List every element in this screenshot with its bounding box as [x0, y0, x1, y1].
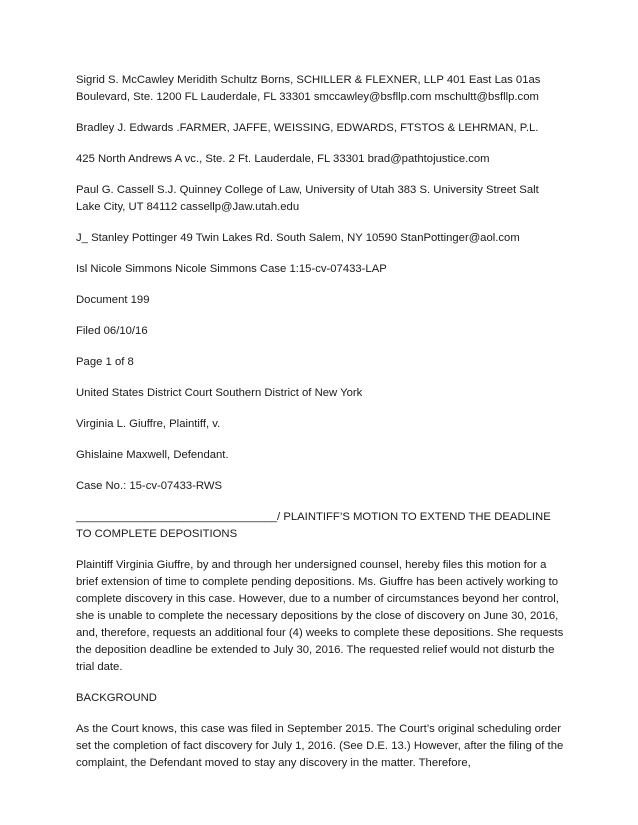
intro-paragraph: Plaintiff Virginia Giuffre, by and through her undersigned counsel, hereby files this motion for a brief extension of time to complete pending depositions. Ms. Giuffre has been actively working to complete discovery in this case. However, due to a number of circumstances beyond her control, she is unable to complete the necessary depositions by the close of discovery on June 30, 2016, and, therefore, requests an additional four (4) weeks to complete these depositions. She requests the deposition deadline be extended to July 30, 2016. The requested relief would not disturb the trial date.: [76, 559, 564, 673]
background-heading: BACKGROUND: [76, 692, 157, 704]
signature-line: Isl Nicole Simmons Nicole Simmons Case 1:15-cv-07433-LAP: [76, 263, 387, 275]
case-number: Case No.: 15-cv-07433-RWS: [76, 480, 223, 492]
plaintiff-caption: Virginia L. Giuffre, Plaintiff, v.: [76, 418, 221, 430]
counsel-block-schiller: Sigrid S. McCawley Meridith Schultz Borns, SCHILLER & FLEXNER, LLP 401 East Las 01as Boulevard, Ste. 1200 FL Lauderdale, FL 33301 smccawley@bsfllp.com mschultt@bsfllp.com: [76, 74, 541, 103]
counsel-block-farmer: Bradley J. Edwards .FARMER, JAFFE, WEISSING, EDWARDS, FTSTOS & LEHRMAN, P.L.: [76, 122, 539, 134]
defendant-caption: Ghislaine Maxwell, Defendant.: [76, 449, 229, 461]
document-body: [76, 72, 566, 786]
court-name: United States District Court Southern District of New York: [76, 387, 363, 399]
counsel-block-pottinger: J_ Stanley Pottinger 49 Twin Lakes Rd. South Salem, NY 10590 StanPottinger@aol.com: [76, 232, 520, 244]
background-paragraph: As the Court knows, this case was filed in September 2015. The Court’s original scheduling order set the completion of fact discovery for July 1, 2016. (See D.E. 13.) However, after the filing of the complaint, the Defendant moved to stay any discovery in the matter. Therefore,: [76, 723, 564, 769]
page-number: Page 1 of 8: [76, 356, 134, 368]
document-number: Document 199: [76, 294, 150, 306]
motion-title: ________________________________/ PLAINTIFF’S MOTION TO EXTEND THE DEADLINE TO COMPLETE DEPOSITIONS: [76, 511, 551, 540]
filed-date: Filed 06/10/16: [76, 325, 148, 337]
counsel-address-farmer: 425 North Andrews A vc., Ste. 2 Ft. Lauderdale, FL 33301 brad@pathtojustice.com: [76, 153, 490, 165]
counsel-block-cassell: Paul G. Cassell S.J. Quinney College of Law, University of Utah 383 S. University Street Salt Lake City, UT 84112 cassellp@Jaw.utah.edu: [76, 184, 539, 213]
